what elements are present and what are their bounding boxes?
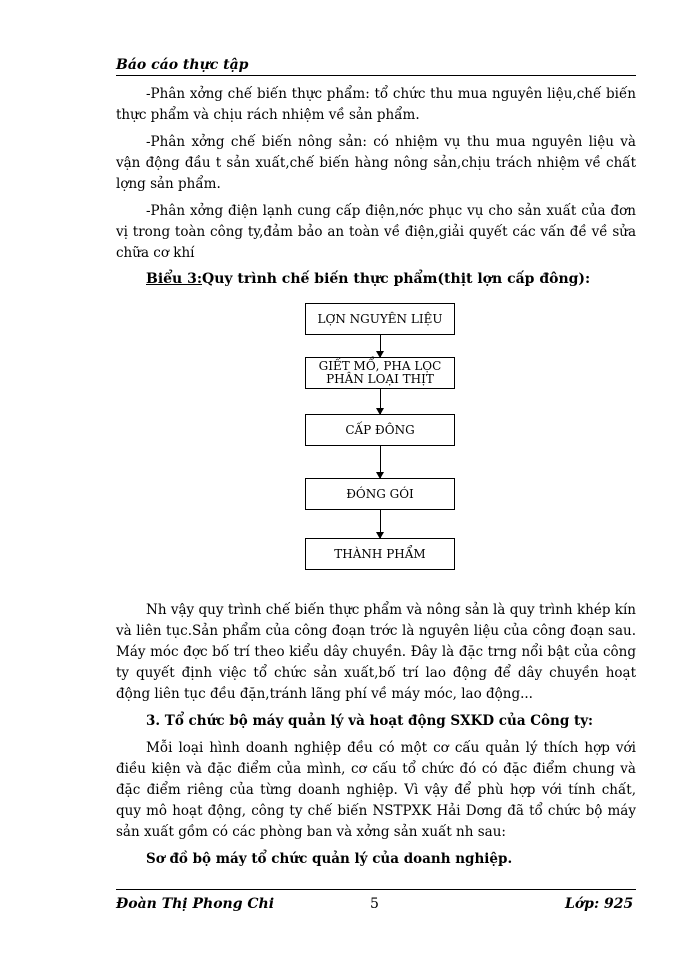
org-chart-heading: Sơ đồ bộ máy tổ chức quản lý của doanh nghiệp. — [146, 851, 513, 867]
paragraph-electric-workshop: -Phân xởng điện lạnh cung cấp điện,nớc phục vụ cho sản xuất của đơn vị trong toàn công ty,đảm bảo an toàn về điện,giải quyết các vấn đề về sửa chữa cơ khí — [116, 203, 636, 261]
header-title: Báo cáo thực tập — [116, 57, 249, 73]
section-heading: 3. Tổ chức bộ máy quản lý và hoạt động SXKD của Công ty: — [146, 713, 594, 729]
paragraph-org-structure: Mỗi loại hình doanh nghiệp đều có một cơ cấu quản lý thích hợp với điều kiện và đặc điểm của mình, cơ cấu tổ chức đó có đặc điểm chung và đặc điểm riêng của từng doanh nghiệp. Vì vậy để phù hợp với tính chất, quy mô hoạt động, công ty chế biến NSTPXK Hải Dơng đã tổ chức bộ máy sản xuất gồm có các phòng ban và xởng sản xuất nh sau: — [116, 740, 636, 840]
paragraph-agri-workshop: -Phân xởng chế biến nông sản: có nhiệm vụ thu mua nguyên liệu và vận động đầu t sản xuất,chế biến hàng nông sản,chịu trách nhiệm về chất lợng sản phẩm. — [116, 134, 636, 192]
page-header — [116, 57, 636, 76]
flow-step-raw-pork: LỢN NGUYÊN LIỆU — [305, 303, 455, 335]
body-text-bottom — [116, 600, 636, 876]
diagram-title-text: Quy trình chế biến thực phẩm(thịt lợn cấp đông): — [202, 271, 591, 287]
diagram-label: Biểu 3: — [146, 271, 203, 287]
flow-step-packaging: ĐÓNG GÓI — [305, 478, 455, 510]
footer-author: Đoàn Thị Phong Chi — [116, 896, 275, 912]
flow-step-slaughter: GIẾT MỔ, PHA LỌC PHÂN LOẠI THỊT — [305, 357, 455, 389]
flow-arrow — [380, 510, 381, 538]
diagram-title — [146, 271, 590, 287]
footer-class: Lớp: 925 — [565, 896, 634, 912]
flow-step-finished: THÀNH PHẨM — [305, 538, 455, 570]
paragraph-food-workshop: -Phân xởng chế biến thực phẩm: tổ chức thu mua nguyên liệu,chế biến thực phẩm và chịu rách nhiệm về sản phẩm. — [116, 86, 636, 123]
page-number: 5 — [370, 896, 379, 912]
flow-arrow — [380, 335, 381, 357]
paragraph-process-summary: Nh vậy quy trình chế biến thực phẩm và nông sản là quy trình khép kín và liên tục.Sản phẩm của công đoạn trớc là nguyên liệu của công đoạn sau. Máy móc đợc bố trí theo kiểu dây chuyền. Đây là đặc trng nổi bật của công ty quyết định việc tổ chức sản xuất,bố trí lao động để dây chuyền hoạt động liên tục đều đặn,tránh lãng phí về máy móc, lao động... — [116, 602, 636, 702]
flow-arrow — [380, 389, 381, 414]
footer-divider — [116, 889, 636, 890]
body-text-top — [116, 84, 636, 270]
flow-arrow — [380, 446, 381, 478]
flow-step-freezing: CẤP ĐÔNG — [305, 414, 455, 446]
